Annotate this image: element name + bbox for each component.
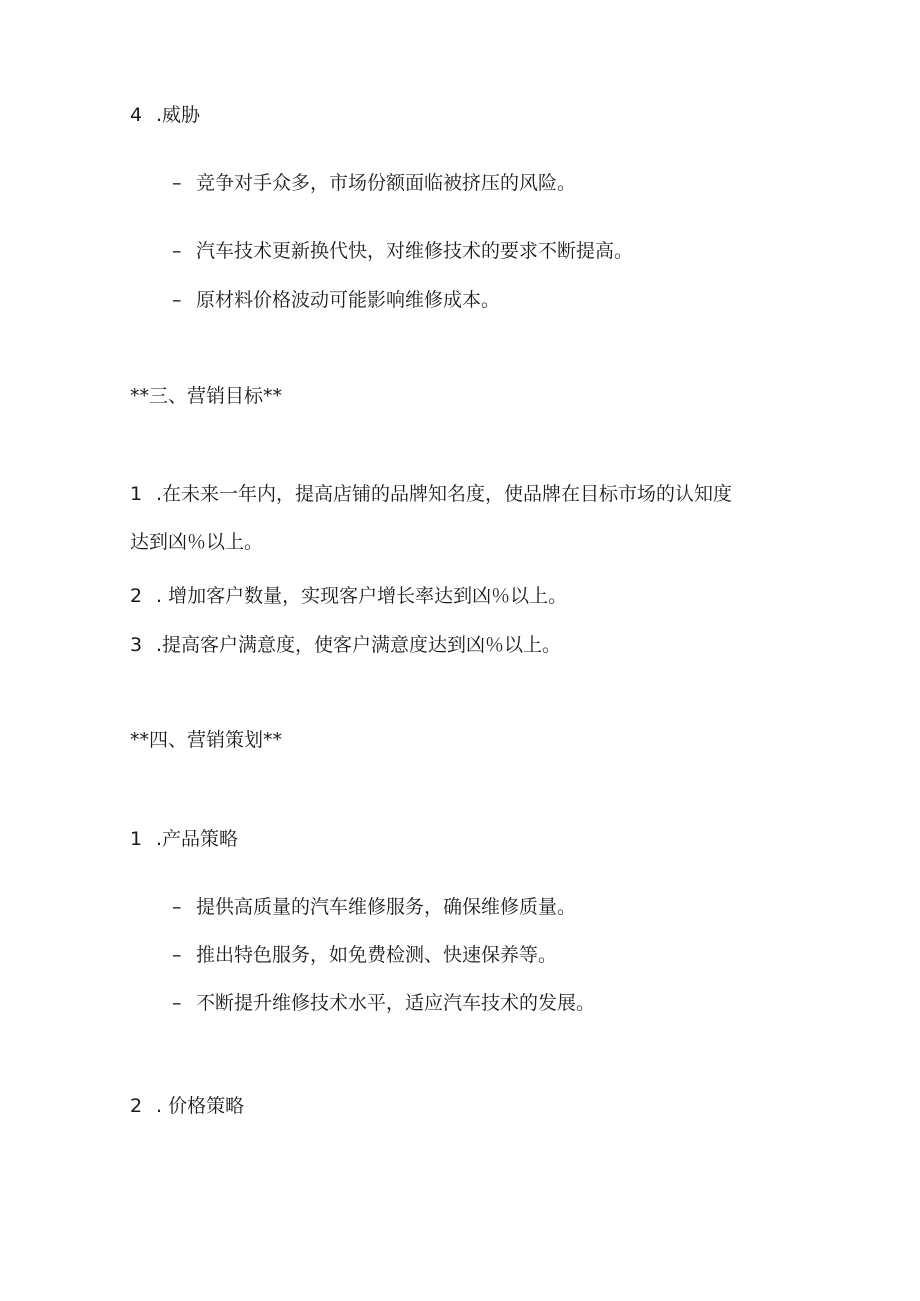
- goal-text: .提高客户满意度，使客户满意度达到凶％以上。: [156, 634, 562, 656]
- price-strategy-heading: [130, 1094, 244, 1118]
- goal-item-1-continuation: 达到凶％以上。: [130, 531, 264, 553]
- bullet-dash: –: [172, 172, 182, 194]
- product-item-1: [172, 895, 576, 919]
- product-item-text: 推出特色服务，如免费检测、快速保养等。: [196, 944, 558, 966]
- bullet-dash: –: [172, 240, 182, 262]
- threat-item-text: 原材料价格波动可能影响维修成本。: [196, 289, 501, 311]
- goal-item-1: [130, 482, 732, 506]
- product-item-3: [172, 991, 595, 1015]
- threat-item-3: [172, 288, 500, 312]
- threat-number: 4: [130, 104, 143, 126]
- goal-text: .在未来一年内，提高店铺的品牌知名度，使品牌在目标市场的认知度: [156, 483, 733, 505]
- threat-item-text: 汽车技术更新换代快，对维修技术的要求不断提高。: [196, 240, 634, 262]
- threat-heading: [130, 103, 200, 127]
- price-strategy-title: . 价格策略: [156, 1095, 245, 1117]
- threat-item-1: [172, 171, 576, 195]
- product-strategy-heading: [130, 827, 238, 851]
- product-item-text: 提供高质量的汽车维修服务，确保维修质量。: [196, 896, 577, 918]
- bullet-dash: –: [172, 289, 182, 311]
- price-strategy-number: 2: [130, 1095, 143, 1117]
- product-strategy-title: .产品策略: [156, 828, 239, 850]
- goal-number: 3: [130, 634, 143, 656]
- goal-number: 1: [130, 483, 143, 505]
- section-heading-marketing-plan: **四、营销策划**: [130, 729, 283, 751]
- bullet-dash: –: [172, 992, 182, 1014]
- goal-text: . 增加客户数量，实现客户增长率达到凶％以上。: [156, 585, 568, 607]
- threat-item-text: 竞争对手众多，市场份额面临被挤压的风险。: [196, 172, 577, 194]
- goal-item-3: [130, 633, 561, 657]
- product-item-text: 不断提升维修技术水平，适应汽车技术的发展。: [196, 992, 596, 1014]
- product-strategy-number: 1: [130, 828, 143, 850]
- threat-title: .威胁: [156, 104, 201, 126]
- goal-item-2: [130, 584, 567, 608]
- section-heading-marketing-goals: **三、营销目标**: [130, 385, 283, 407]
- bullet-dash: –: [172, 944, 182, 966]
- threat-item-2: [172, 239, 633, 263]
- bullet-dash: –: [172, 896, 182, 918]
- goal-number: 2: [130, 585, 143, 607]
- product-item-2: [172, 943, 557, 967]
